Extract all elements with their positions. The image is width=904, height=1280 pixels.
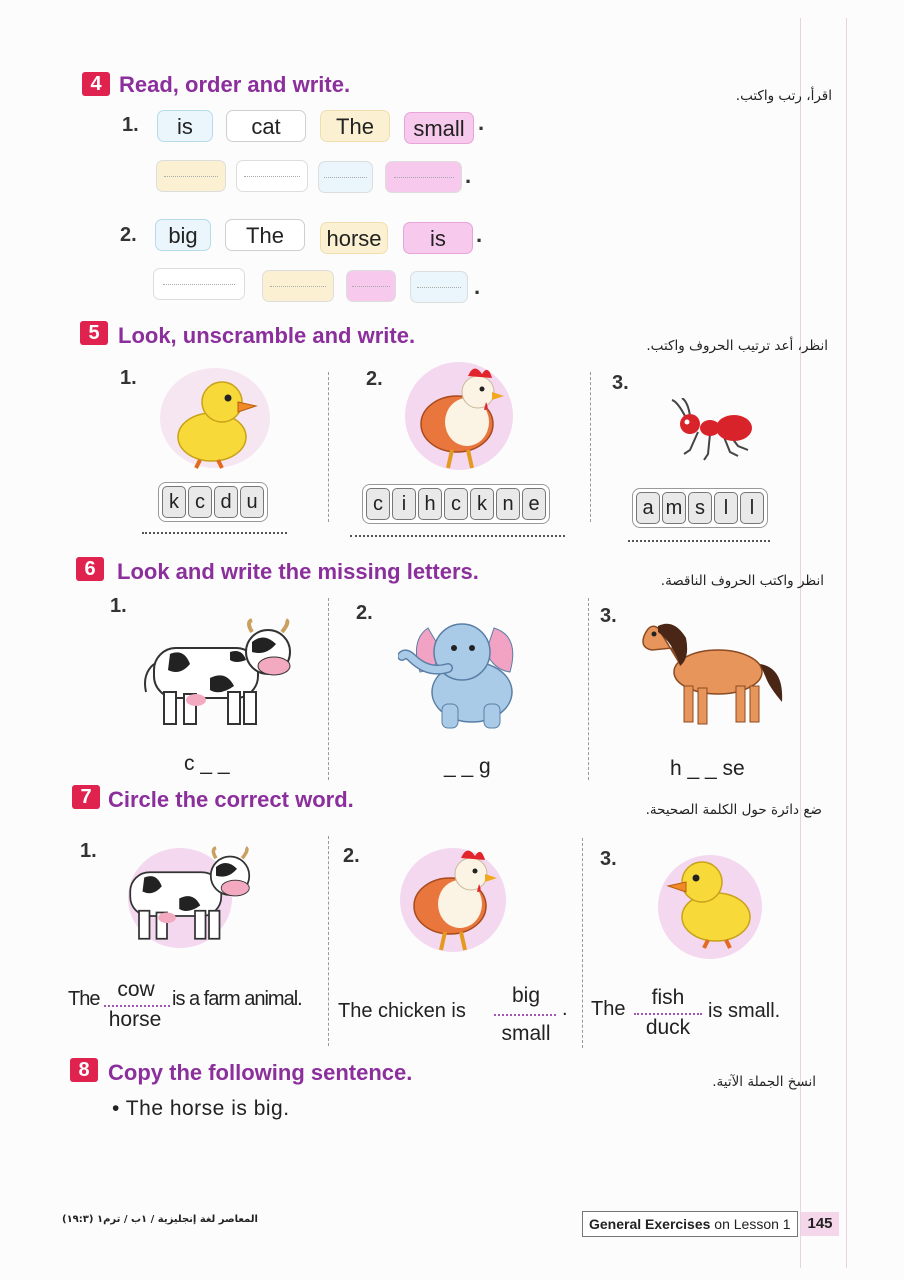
- word-choice-bottom[interactable]: small: [501, 1022, 551, 1045]
- word-tile: The: [225, 219, 305, 251]
- elephant-icon: [398, 612, 528, 732]
- footer-lesson-bold: General Exercises: [589, 1216, 711, 1232]
- sentence-end: is small.: [708, 1000, 781, 1022]
- question-number: 2.: [343, 845, 360, 867]
- footer-lesson-label: [582, 1211, 798, 1237]
- word-tile: is: [157, 110, 213, 142]
- question-number: 2.: [366, 368, 383, 390]
- question-number: 2.: [356, 602, 373, 624]
- section-number: 7: [72, 785, 100, 809]
- letter-tiles: [632, 488, 768, 528]
- letter-tiles: [362, 484, 550, 524]
- letter-tile: e: [522, 488, 546, 520]
- word-choice-top[interactable]: cow: [117, 978, 155, 1001]
- question-number: 1.: [80, 840, 97, 862]
- choice-divider: [634, 1013, 702, 1015]
- sentence-start: The: [591, 998, 626, 1020]
- letter-tile: c: [188, 486, 212, 518]
- letter-tile: d: [214, 486, 238, 518]
- column-divider: [582, 838, 583, 1048]
- section-title: Look and write the missing letters.: [117, 559, 479, 584]
- letter-tile: n: [496, 488, 520, 520]
- column-divider: [328, 836, 329, 1046]
- letter-tile: l: [740, 492, 764, 524]
- section-number: 6: [76, 557, 104, 581]
- question-number: 1.: [120, 367, 137, 389]
- question-number: 1.: [122, 114, 139, 136]
- answer-blank[interactable]: [346, 270, 396, 302]
- column-divider: [588, 598, 589, 780]
- duck-icon: [664, 852, 754, 950]
- cow-icon: [118, 845, 258, 945]
- sentence-start: The: [68, 988, 100, 1010]
- arabic-instruction: انظر واكتب الحروف الناقصة.: [660, 573, 824, 589]
- column-divider: [328, 372, 329, 522]
- word-choice-bottom[interactable]: horse: [108, 1008, 162, 1031]
- answer-line[interactable]: [350, 535, 565, 537]
- footer-book-title: المعاصر لغة إنجليزية / ١ب / ترم١ (١٩:٣): [62, 1214, 258, 1225]
- question-number: 3.: [600, 605, 617, 627]
- answer-blank[interactable]: [156, 160, 226, 192]
- word-tile: big: [155, 219, 211, 251]
- answer-blank[interactable]: [262, 270, 334, 302]
- word-tile: horse: [320, 222, 388, 254]
- word-tile: The: [320, 110, 390, 142]
- word-tile: is: [403, 222, 473, 254]
- duck-icon: [172, 372, 262, 470]
- letter-tile: k: [470, 488, 494, 520]
- answer-blank[interactable]: [318, 161, 373, 193]
- answer-blank[interactable]: [236, 160, 308, 192]
- letter-tile: i: [392, 488, 416, 520]
- section-number: 5: [80, 321, 108, 345]
- letter-tile: l: [714, 492, 738, 524]
- period: .: [474, 274, 481, 299]
- footer-lesson-rest: on Lesson 1: [710, 1216, 791, 1232]
- letter-tile: s: [688, 492, 712, 524]
- arabic-instruction: اقرأ، رتب واكتب.: [735, 88, 832, 104]
- period: .: [476, 222, 483, 247]
- letter-tile: m: [662, 492, 686, 524]
- question-number: 3.: [612, 372, 629, 394]
- period: .: [478, 110, 485, 135]
- missing-letters-word: c _ _: [184, 752, 230, 775]
- letter-tile: c: [444, 488, 468, 520]
- section-title: Circle the correct word.: [108, 787, 354, 812]
- page-number: 145: [801, 1212, 839, 1236]
- letter-tile: a: [636, 492, 660, 524]
- column-divider: [590, 372, 591, 522]
- arabic-instruction: انظر، أعد ترتيب الحروف واكتب.: [646, 338, 828, 354]
- letter-tile: u: [240, 486, 264, 518]
- arabic-instruction: انسخ الجملة الآتية.: [712, 1074, 816, 1090]
- word-choice-top[interactable]: fish: [651, 986, 685, 1009]
- sentence-start: The chicken is: [338, 1000, 466, 1022]
- word-choice-top[interactable]: big: [511, 984, 541, 1007]
- question-number: 3.: [600, 848, 617, 870]
- section-number: 8: [70, 1058, 98, 1082]
- letter-tiles: [158, 482, 268, 522]
- answer-blank[interactable]: [153, 268, 245, 300]
- word-tile: small: [404, 112, 474, 144]
- choice-divider: [494, 1014, 556, 1016]
- section-number: 4: [82, 72, 110, 96]
- copy-sentence: • The horse is big.: [112, 1097, 290, 1120]
- answer-line[interactable]: [628, 540, 770, 542]
- letter-tile: k: [162, 486, 186, 518]
- section-title: Look, unscramble and write.: [118, 323, 416, 348]
- chicken-icon: [405, 842, 501, 954]
- chicken-icon: [412, 360, 508, 472]
- missing-letters-word: _ _ g: [444, 755, 491, 778]
- section-title: Read, order and write.: [119, 72, 351, 97]
- missing-letters-word: h _ _ se: [670, 757, 745, 780]
- question-number: 1.: [110, 595, 127, 617]
- answer-blank[interactable]: [385, 161, 462, 193]
- letter-tile: c: [366, 488, 390, 520]
- letter-tile: h: [418, 488, 442, 520]
- sentence-end: .: [562, 998, 568, 1020]
- arabic-instruction: ضع دائرة حول الكلمة الصحيحة.: [645, 802, 822, 818]
- answer-blank[interactable]: [410, 271, 468, 303]
- horse-icon: [634, 608, 790, 730]
- ant-icon: [668, 398, 758, 464]
- word-choice-bottom[interactable]: duck: [645, 1016, 691, 1039]
- word-tile: cat: [226, 110, 306, 142]
- question-number: 2.: [120, 224, 137, 246]
- period: .: [465, 163, 472, 188]
- sentence-end: is a farm animal.: [172, 988, 302, 1010]
- page-edge: [846, 18, 847, 1268]
- column-divider: [328, 598, 329, 780]
- answer-line[interactable]: [142, 532, 287, 534]
- choice-divider: [104, 1005, 170, 1007]
- section-title: Copy the following sentence.: [108, 1060, 413, 1085]
- cow-icon: [140, 618, 300, 730]
